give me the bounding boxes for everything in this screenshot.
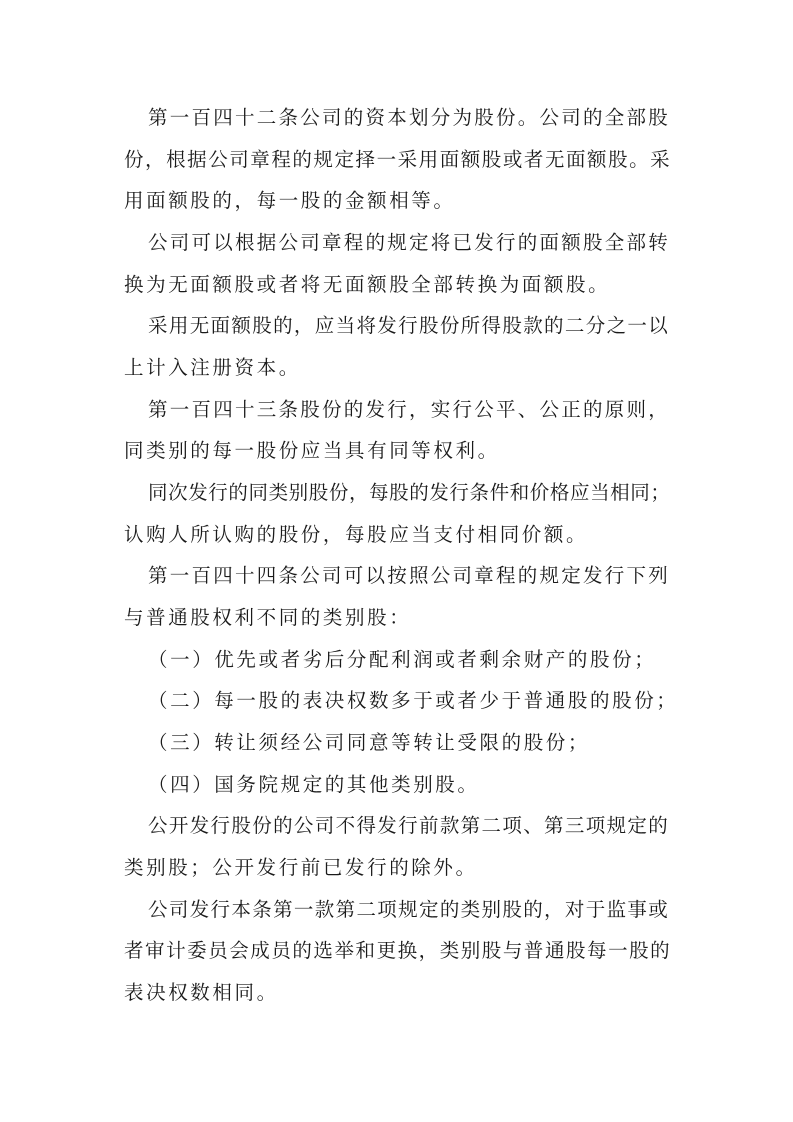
text-line: 认购人所认购的股份，每股应当支付相同价额。 xyxy=(124,523,589,546)
text-line: 公 司 可 以 根 据 公 司 章 程 的 规 定 将 已 发 行 的 面 额 股 全 部 转 xyxy=(148,231,668,254)
text-line: 者 审 计 委 员 会 成 员 的 选 举 和 更 换 ， 类 别 股 与 普 通 股 每 一 股 的 xyxy=(124,939,670,962)
text-line: （四）国务院规定的其他类别股。 xyxy=(148,773,480,796)
text-line: 表决权数相同。 xyxy=(124,981,279,1004)
text-line: （二）每一股的表决权数多于或者少于普通股的股份； xyxy=(148,689,679,712)
text-line: 类别股；公开发行前已发行的除外。 xyxy=(124,856,478,879)
text-line: 公 司 发 行 本 条 第 一 款 第 二 项 规 定 的 类 别 股 的 ， 对 于 监 事 或 xyxy=(148,898,668,921)
text-line: 同类别的每一股份应当具有同等权利。 xyxy=(124,439,500,462)
text-line: 与普通股权利不同的类别股： xyxy=(124,606,412,629)
text-line: 公 开 发 行 股 份 的 公 司 不 得 发 行 前 款 第 二 项 、 第 三 项 规 定 的 xyxy=(148,814,668,837)
text-line: 采 用 无 面 额 股 的 ， 应 当 将 发 行 股 份 所 得 股 款 的 二 分 之 一 以 xyxy=(148,314,668,337)
text-line: 第 一 百 四 十 四 条 公 司 可 以 按 照 公 司 章 程 的 规 定 发 行 下 列 xyxy=(148,564,668,587)
text-line: 上计入注册资本。 xyxy=(124,356,301,379)
text-line: 用面额股的，每一股的金额相等。 xyxy=(124,189,456,212)
text-line: （一）优先或者劣后分配利润或者剩余财产的股份； xyxy=(148,648,657,671)
text-line: （三）转让须经公司同意等转让受限的股份； xyxy=(148,731,591,754)
text-line: 第 一 百 四 十 二 条 公 司 的 资 本 划 分 为 股 份 。 公 司 的 全 部 股 xyxy=(148,106,668,129)
text-line: 份 ， 根 据 公 司 章 程 的 规 定 择 一 采 用 面 额 股 或 者 无 面 额 股 。 采 xyxy=(124,148,670,171)
text-line: 第 一 百 四 十 三 条 股 份 的 发 行 ， 实 行 公 平 、 公 正 的 原 则 ， xyxy=(148,398,668,421)
text-line: 换为无面额股或者将无面额股全部转换为面额股。 xyxy=(124,273,611,296)
text-line: 同 次 发 行 的 同 类 别 股 份 ， 每 股 的 发 行 条 件 和 价 格 应 当 相 同 ； xyxy=(148,481,670,504)
